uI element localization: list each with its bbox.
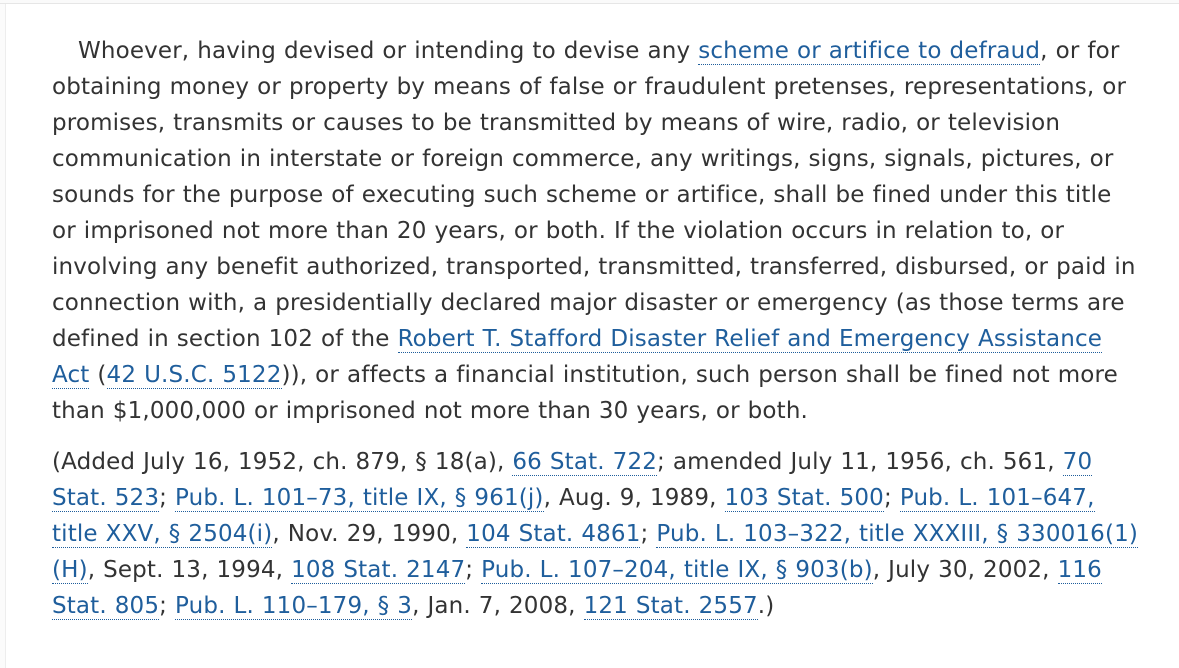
credits-text-part: (Added July 16, 1952, ch. 879, § 18(a), (52, 449, 513, 475)
link-108-stat-2147[interactable]: 108 Stat. 2147 (291, 557, 466, 583)
link-pub-l-107-204[interactable]: Pub. L. 107–204, title IX, § 903(b) (481, 557, 873, 583)
statute-text-part: )), or affects a financial institution, such person shall be fined not more than $1,000,000 or imprisoned not more than 30 years, or both. (52, 362, 1118, 424)
link-scheme-or-artifice[interactable]: scheme or artifice to defraud (698, 38, 1041, 64)
left-border (0, 4, 6, 668)
link-pub-l-101-647[interactable]: Pub. L. 101–647, title XXV, § 2504(i) (52, 485, 1095, 547)
credits-text-part: ; (640, 521, 657, 547)
link-pub-l-103-322[interactable]: Pub. L. 103–322, title XXXIII, § 330016(1)(H) (52, 521, 1138, 583)
statute-text-part: , or for obtaining money or property by means of false or fraudulent pretenses, representations, or promises, transmits or causes to be transmitted by means of wire, radio, or television communication in interstate or foreign commerce, any writings, signs, signals, pictures, or sounds for the purpose of executing such scheme or artifice, shall be fined under this title or imprisoned not more than 20 years, or both. If the violation occurs in relation to, or involving any benefit authorized, transported, transmitted, transferred, disbursed, or paid in connection with, a presidentially declared major disaster or emergency (as those terms are defined in section 102 of the (52, 38, 1136, 352)
link-42-usc-5122[interactable]: 42 U.S.C. 5122 (106, 362, 282, 388)
credits-text-part: ; (159, 485, 175, 511)
statute-text (52, 33, 1142, 429)
link-pub-l-110-179[interactable]: Pub. L. 110–179, § 3 (174, 593, 413, 619)
link-121-stat-2557[interactable]: 121 Stat. 2557 (583, 593, 758, 619)
credits-text-part: , Nov. 29, 1990, (272, 521, 467, 547)
credits-text-part: , Aug. 9, 1989, (543, 485, 725, 511)
top-border (0, 0, 1179, 4)
link-70-stat-523[interactable]: 70 Stat. 523 (52, 449, 1093, 511)
credits-text-part: ; amended July 11, 1956, ch. 561, (657, 449, 1063, 475)
link-104-stat-4861[interactable]: 104 Stat. 4861 (466, 521, 641, 547)
credits-text-part: , Jan. 7, 2008, (412, 593, 584, 619)
statute-text-part: Whoever, having devised or intending to devise any (78, 38, 699, 64)
credits-text-part: ; (465, 557, 482, 583)
source-credits (52, 444, 1142, 624)
credits-text-part: .) (757, 593, 775, 619)
credits-text-part: , Sept. 13, 1994, (87, 557, 292, 583)
credits-text-part: ; (159, 593, 175, 619)
link-103-stat-500[interactable]: 103 Stat. 500 (724, 485, 884, 511)
credits-text-part: , July 30, 2002, (872, 557, 1058, 583)
link-pub-l-101-73[interactable]: Pub. L. 101–73, title IX, § 961(j) (174, 485, 544, 511)
link-66-stat-722[interactable]: 66 Stat. 722 (512, 449, 658, 475)
statute-content (52, 33, 1142, 624)
statute-text-part: ( (89, 362, 107, 388)
link-116-stat-805[interactable]: 116 Stat. 805 (52, 557, 1102, 619)
credits-text-part: ; (883, 485, 900, 511)
link-stafford-act[interactable]: Robert T. Stafford Disaster Relief and Emergency Assistance Act (52, 326, 1103, 388)
